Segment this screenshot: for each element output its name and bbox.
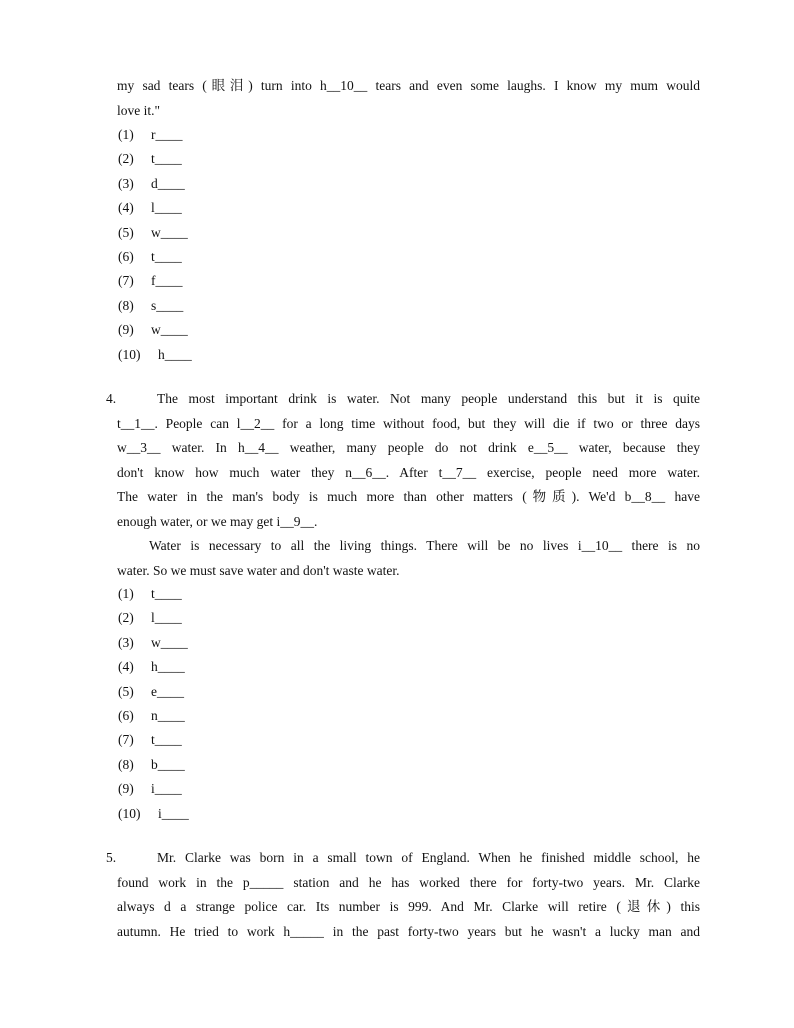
- answer-blank: r____: [151, 127, 183, 142]
- answer-blank: l____: [151, 200, 182, 216]
- question-number: 4.: [106, 391, 117, 406]
- answer-number: (5): [118, 683, 134, 699]
- answer-number: (3): [118, 175, 134, 191]
- answer-number: (4): [118, 200, 134, 216]
- passage-line: found work in the p_____ station and he has worked there for forty-two years. Mr. Clarke: [117, 874, 700, 890]
- answer-item[interactable]: [118, 123, 192, 147]
- passage-line: autumn. He tried to work h_____ in the past forty-two years but he wasn't a lucky man and: [117, 923, 700, 939]
- answer-item[interactable]: [118, 606, 189, 630]
- answer-blank: i____: [151, 781, 182, 797]
- answer-number: (2): [118, 151, 134, 167]
- passage-line: don't know how much water they n__6__. After t__7__ exercise, people need more water.: [117, 464, 700, 480]
- answer-number: (6): [118, 707, 134, 723]
- question-number: 5.: [106, 850, 117, 865]
- answer-number: (3): [118, 634, 134, 650]
- passage-line: always d a strange police car. Its number is 999. And Mr. Clarke will retire (退休) this: [117, 899, 700, 914]
- answer-blank: s____: [151, 297, 184, 313]
- section4-passage: [117, 387, 700, 583]
- answer-item[interactable]: [118, 631, 189, 655]
- answer-blank: t____: [151, 248, 182, 264]
- passage-line: Mr. Clarke was born in a small town of England. When he finished middle school, he: [157, 850, 700, 865]
- answer-item[interactable]: [118, 343, 192, 367]
- answer-item[interactable]: [118, 655, 189, 679]
- answer-item[interactable]: [118, 245, 192, 269]
- answer-blank: w____: [151, 322, 188, 338]
- answer-blank: i____: [158, 805, 189, 821]
- answer-blank: t____: [151, 151, 182, 167]
- answer-item[interactable]: [118, 728, 189, 752]
- answer-blank: d____: [151, 175, 185, 191]
- passage-line: w__3__ water. In h__4__ weather, many people do not drink e__5__ water, because they: [117, 440, 700, 455]
- passage-line: my sad tears (眼泪) turn into h__10__ tears and even some laughs. I know my mum would: [117, 78, 700, 93]
- answer-number: (10): [118, 346, 141, 362]
- answer-number: (2): [118, 610, 134, 626]
- answer-blank: w____: [151, 224, 188, 240]
- answer-number: (5): [118, 224, 134, 240]
- answer-item[interactable]: [118, 318, 192, 342]
- answer-item[interactable]: [118, 753, 189, 777]
- passage-line: love it.": [117, 102, 161, 118]
- passage-line: Water is necessary to all the living things. There will be no lives i__10__ there is no: [149, 538, 700, 553]
- answer-item[interactable]: [118, 294, 192, 318]
- answer-item[interactable]: [118, 147, 192, 171]
- answer-number: (1): [118, 586, 134, 601]
- answer-number: (8): [118, 297, 134, 313]
- answer-number: (8): [118, 756, 134, 772]
- passage-line: enough water, or we may get i__9__.: [117, 513, 318, 529]
- answer-number: (1): [118, 127, 134, 142]
- answer-blank: w____: [151, 634, 188, 650]
- answer-number: (7): [118, 732, 134, 748]
- answer-number: (9): [118, 781, 134, 797]
- passage-line: water. So we must save water and don't waste water.: [117, 562, 400, 578]
- answer-blank: n____: [151, 707, 185, 723]
- answer-item[interactable]: [118, 777, 189, 801]
- answer-blank: h____: [158, 346, 192, 362]
- passage-line: The water in the man's body is much more than other matters (物质). We'd b__8__ have: [117, 489, 700, 504]
- answer-blank: t____: [151, 732, 182, 748]
- answer-blank: h____: [151, 659, 185, 675]
- answer-blank: f____: [151, 273, 183, 289]
- answer-item[interactable]: [118, 172, 192, 196]
- answer-item[interactable]: [118, 704, 189, 728]
- answer-item[interactable]: [118, 221, 192, 245]
- section3-passage: [117, 74, 700, 123]
- answer-item[interactable]: [118, 196, 192, 220]
- section3-answers: [118, 123, 192, 367]
- answer-item[interactable]: [118, 582, 189, 606]
- answer-item[interactable]: [118, 269, 192, 293]
- answer-item[interactable]: [118, 802, 189, 826]
- answer-number: (6): [118, 248, 134, 264]
- answer-number: (7): [118, 273, 134, 289]
- passage-line: The most important drink is water. Not many people understand this but it is quite: [157, 391, 700, 406]
- answer-blank: l____: [151, 610, 182, 626]
- section5-passage: [117, 846, 700, 944]
- section4-answers: [118, 582, 189, 826]
- answer-number: (9): [118, 322, 134, 338]
- answer-blank: t____: [151, 586, 182, 601]
- passage-line: t__1__. People can l__2__ for a long time without food, but they will die if two or three days: [117, 415, 700, 431]
- answer-blank: e____: [151, 683, 184, 699]
- answer-number: (10): [118, 805, 141, 821]
- answer-blank: b____: [151, 756, 185, 772]
- answer-number: (4): [118, 659, 134, 675]
- answer-item[interactable]: [118, 680, 189, 704]
